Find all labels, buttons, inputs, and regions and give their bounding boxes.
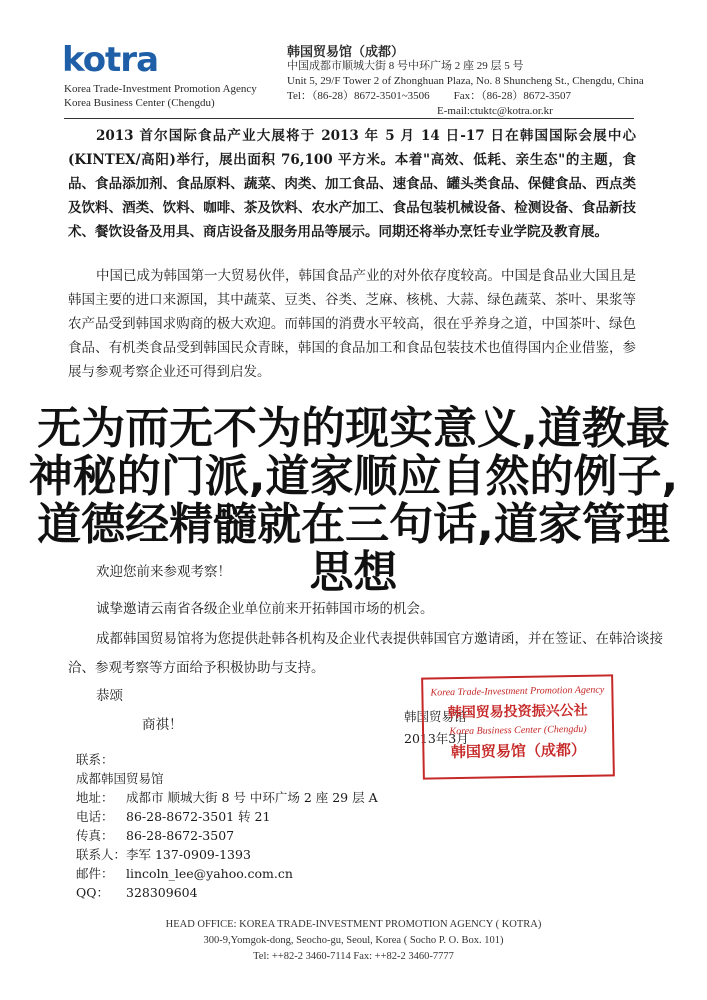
stamp-line-2: 韩国贸易投资振兴公社: [447, 703, 588, 722]
office-title: 韩国贸易馆（成都）: [287, 44, 405, 59]
line-welcome: 欢迎您前来参观考察！: [96, 564, 231, 580]
line-regards: 恭颂: [96, 688, 123, 704]
contact-value: 86-28-8672-3507: [126, 828, 235, 843]
stamp-line-3: Korea Business Center (Chengdu): [449, 723, 587, 738]
office-header: [287, 44, 644, 119]
office-address-cn: 中国成都市顺城大街 8 号中环广场 2 座 29 层 5 号: [287, 60, 524, 72]
contact-label: 电话：: [76, 809, 114, 824]
kotra-logo: kotra: [62, 40, 159, 80]
agency-line-2: Korea Business Center (Chengdu): [64, 97, 215, 109]
paragraph-trade: 中国已成为韩国第一大贸易伙伴，韩国食品产业的对外依存度较高。中国是食品业大国且是韩国主要的进口来源国，其中蔬菜、豆类、谷类、芝麻、核桃、大蒜、绿色蔬菜、茶叶、果浆等农产品受到韩国求购商的极大欢迎。而韩国的消费水平较高，很在乎养身之道，中国茶叶、绿色食品、有机类食品受到韩国民众青睐，韩国的食品加工和食品包装技术也值得国内企业借鉴，参展与参观考察企业还可得到启发。: [68, 268, 636, 380]
contact-value: 328309604: [126, 885, 198, 900]
contact-label: 传真：: [76, 828, 114, 843]
signature-date: 2013年3月: [404, 731, 469, 746]
contact-label: 邮件：: [76, 866, 114, 881]
contact-row: [76, 883, 378, 902]
contact-label: 联系人：: [76, 847, 127, 862]
contact-row: [76, 845, 378, 864]
stamp-line-1: Korea Trade-Investment Promotion Agency: [430, 684, 605, 699]
signature-org: 韩国贸易馆: [404, 709, 467, 724]
contact-heading: 联系：: [76, 752, 114, 767]
office-tel: Tel：（86-28）8672-3501~3506: [287, 90, 430, 102]
contact-row: [76, 826, 378, 845]
contact-email-value: lincoln_lee@yahoo.com.cn: [126, 866, 293, 881]
contact-org: 成都韩国贸易馆: [76, 771, 164, 786]
contact-row: [76, 807, 378, 826]
contact-value: 成都市 顺城大街 8 号 中环广场 2 座 29 层 A: [126, 790, 378, 805]
office-email: E-mail:ctuktc@kotra.or.kr: [437, 105, 553, 117]
agency-line-1: Korea Trade-Investment Promotion Agency: [64, 83, 257, 95]
contact-block: [76, 750, 378, 902]
contact-value: 86-28-8672-3501 转 21: [126, 809, 271, 824]
agency-name: [64, 82, 257, 110]
line-invite: 诚挚邀请云南省各级企业单位前来开拓韩国市场的机会。: [96, 601, 434, 617]
office-phone-row: [287, 89, 644, 104]
footer-line-2: 300-9,Yomgok-dong, Seocho-gu, Seoul, Korea ( Socho P. O. Box. 101): [203, 935, 504, 946]
office-address-en: Unit 5, 29/F Tower 2 of Zhonghuan Plaza, No. 8 Shuncheng St., Chengdu, China: [287, 75, 644, 87]
stamp-line-4: 韩国贸易馆（成都）: [450, 742, 587, 762]
footer-line-1: HEAD OFFICE: KOREA TRADE-INVESTMENT PROMOTION AGENCY ( KOTRA): [165, 919, 542, 930]
office-fax: Fax：（86-28）8672-3507: [453, 90, 571, 102]
line-support: 洽、参观考察等方面给予积极协助与支持。: [68, 660, 325, 676]
overlay-title: 无为而无不为的现实意义,道教最神秘的门派,道家顺应自然的例子,道德经精髓就在三句话,道家管理思想: [28, 403, 679, 598]
contact-label: QQ：: [76, 885, 109, 900]
header-divider: [64, 118, 634, 119]
official-seal-stamp: [421, 674, 615, 779]
paragraph-exhibition: 2013 首尔国际食品产业大展将于 2013 年 5 月 14 日-17 日在韩国国际会展中心(KINTEX/高阳)举行，展出面积 76,100 平方米。本着"高效、低耗、亲生态"的主题，食品、食品添加剂、食品原料、蔬菜、肉类、加工食品、速食品、罐头类食品、保健食品、西点类及饮料、酒类、饮料、咖啡、茶及饮料、农水产加工、食品包装机械设备、检测设备、食品新技术、餐饮设备及用具、商店设备及服务用品等展示。同期还将举办烹饪专业学院及教育展。: [68, 128, 636, 240]
line-services: 成都韩国贸易馆将为您提供赴韩各机构及企业代表提供韩国官方邀请函，并在签证、在韩洽谈接: [96, 631, 663, 647]
contact-value: 李军 137-0909-1393: [126, 847, 251, 862]
footer: [0, 917, 707, 965]
contact-row: [76, 864, 378, 883]
line-greeting: 商祺！: [142, 717, 183, 733]
contact-label: 地址：: [76, 790, 114, 805]
contact-row: [76, 788, 378, 807]
footer-line-3: Tel: ++82-2 3460-7114 Fax: ++82-2 3460-7777: [253, 951, 454, 962]
